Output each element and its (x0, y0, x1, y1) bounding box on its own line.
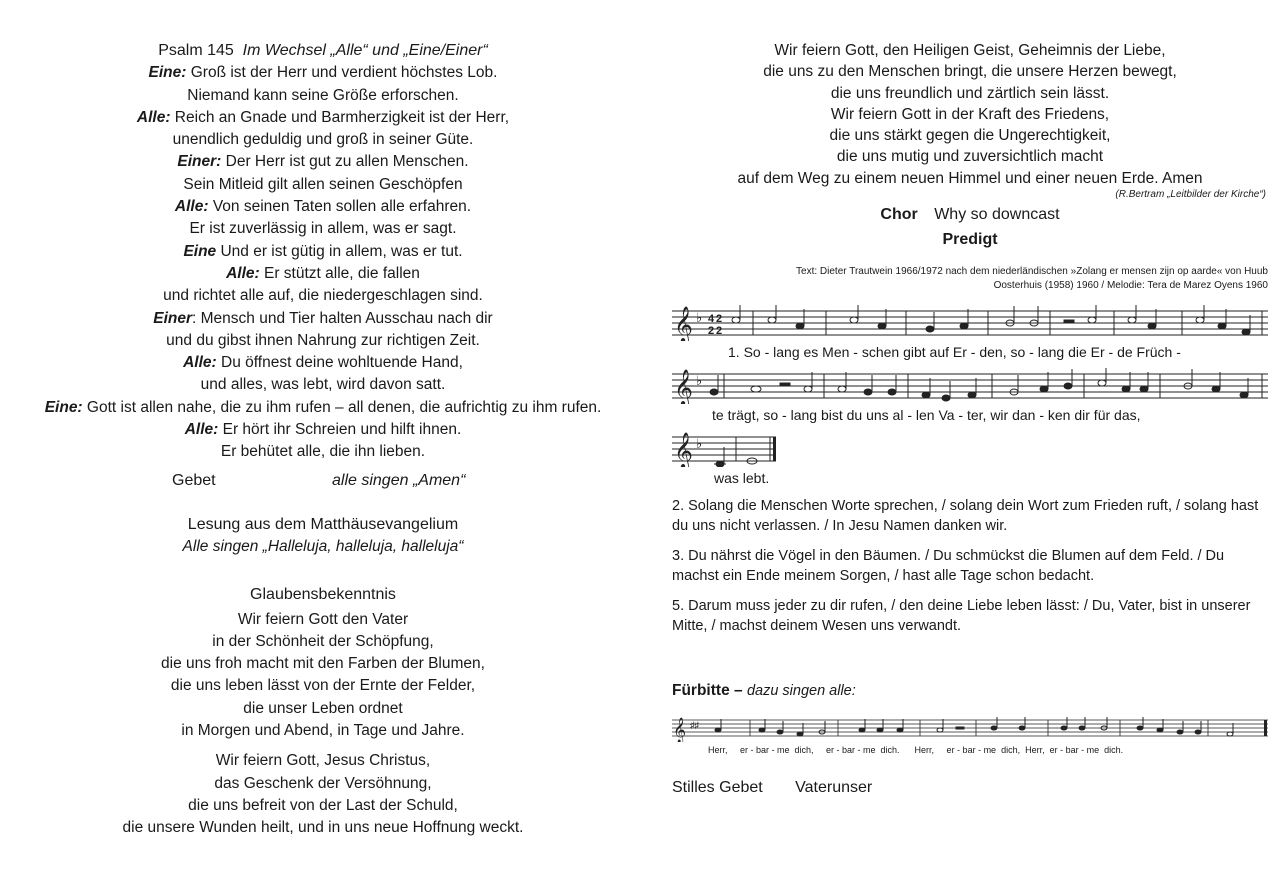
psalm-line-text: Groß ist der Herr und verdient höchstes Lob. (186, 64, 498, 82)
creed-line: Wir feiern Gott, den Heiligen Geist, Geheimnis der Liebe, (774, 42, 1166, 59)
psalm-line-text: Und er ist gütig in allem, was er tut. (216, 242, 463, 260)
psalm-line (18, 397, 628, 419)
psalm-speaker: Alle: (184, 421, 219, 439)
psalm-line-text: Sein Mitleid gilt allen seinen Geschöpfen (183, 175, 463, 193)
creed-source: (R.Bertram „Leitbilder der Kirche“) (1115, 189, 1266, 201)
psalm-speaker: Alle: (226, 264, 260, 282)
creed-line: die unser Leben ordnet (243, 699, 403, 717)
creed-line: die uns leben lässt von der Ernte der Felder, (170, 677, 476, 695)
music-staff-2 (672, 368, 1268, 423)
psalm-line (18, 241, 628, 263)
fuerbitte-heading (672, 682, 1268, 700)
psalm-line (18, 85, 628, 107)
svg-text:2: 2 (708, 325, 715, 338)
creed-line: die uns befreit von der Last der Schuld, (188, 796, 458, 814)
staff-3-notation (672, 431, 782, 467)
credits-line-2: Oosterhuis (1958) 1960 / Melodie: Tera de Marez Oyens 1960 (993, 280, 1268, 292)
creed-stanza-1 (18, 609, 628, 743)
flat-icon: ♭ (696, 373, 703, 389)
right-column (672, 40, 1268, 797)
music-staff-1 (672, 305, 1268, 360)
psalm-line-text: Der Herr ist gut zu allen Menschen. (221, 153, 469, 171)
predigt-label: Predigt (942, 231, 998, 249)
music-staff-4 (672, 716, 1268, 755)
credits-line-1: Text: Dieter Trautwein 1966/1972 nach dem niederländischen »Zolang er mensen zijn op aarde« von Huub (796, 266, 1268, 278)
vaterunser-label: Vaterunser (795, 779, 873, 797)
creed-line: Wir feiern Gott den Vater (237, 610, 409, 628)
psalm-line-text: Reich an Gnade und Barmherzigkeit ist der Herr, (170, 108, 510, 126)
psalm-line-text: und alles, was lebt, wird davon satt. (200, 376, 446, 394)
song-lyric-1: 1. So - lang es Men - schen gibt auf Er - den, so - lang die Er - de Früch - (728, 344, 1181, 361)
psalm-text (18, 62, 628, 463)
treble-clef-icon: 𝄞 (674, 431, 693, 468)
psalm-line (18, 196, 628, 218)
psalm-title: Psalm 145 (158, 42, 234, 59)
chor-row (672, 206, 1268, 224)
creed-stanza-2 (18, 750, 628, 839)
creed-line: die uns mutig und zuversichtlich macht (836, 148, 1104, 166)
psalm-line (18, 419, 628, 441)
chor-label: Chor (880, 206, 918, 224)
psalm-line (18, 107, 628, 129)
gebet-note: alle singen „Amen“ (332, 471, 466, 489)
flat-icon: ♭ (696, 436, 703, 452)
treble-clef-icon: 𝄞 (673, 718, 687, 743)
psalm-line-text: Er ist zuverlässig in allem, was er sagt. (189, 220, 457, 238)
psalm-line (18, 62, 628, 84)
psalm-line (18, 330, 628, 352)
psalm-line-text: Er hört ihr Schreien und hilft ihnen. (218, 421, 462, 439)
staff-4-notation (672, 716, 1268, 742)
psalm-line-text: : Mensch und Tier halten Ausschau nach dir (192, 309, 493, 327)
psalm-line-text: Gott ist allen nahe, die zu ihm rufen – all denen, die aufrichtig zu ihm rufen. (82, 398, 602, 416)
psalm-speaker: Eine (183, 242, 217, 260)
closing-row (672, 779, 1268, 797)
creed-line: in Morgen und Abend, in Tage und Jahre. (181, 722, 465, 740)
creed-line: die unsere Wunden heilt, und in uns neue Hoffnung weckt. (122, 819, 524, 837)
psalm-speaker: Einer (153, 309, 193, 327)
fuerbitte-note: dazu singen alle: (746, 683, 856, 700)
psalm-line-text: Du öffnest deine wohltuende Hand, (216, 354, 463, 372)
flat-icon: ♭ (696, 310, 703, 326)
psalm-line-text: Von seinen Taten sollen alle erfahren. (208, 198, 472, 216)
psalm-mode: Im Wechsel „Alle“ und „Eine/Einer“ (242, 42, 488, 59)
song-verse-2: 2. Solang die Menschen Worte sprechen, / solang dein Wort zum Frieden ruft, / solang hast du uns nicht verlassen. / In Jesu Namen danken wir. (672, 498, 1259, 535)
staff-2-notation (672, 368, 1268, 404)
stilles-gebet-label: Stilles Gebet (672, 779, 763, 797)
psalm-speaker: Eine: (148, 64, 187, 82)
glaubensbekenntnis-title: Glaubensbekenntnis (250, 586, 396, 604)
music-staff-3 (672, 431, 1268, 486)
song-lyric-3: was lebt. (714, 470, 770, 487)
creed-stanza-3 (672, 40, 1268, 189)
svg-text:2: 2 (716, 325, 723, 338)
left-column (18, 40, 628, 840)
song-lyric-2: te trägt, so - lang bist du uns al - len Va - ter, wir dan - ken dir für das, (712, 407, 1141, 424)
creed-line: auf dem Weg zu einem neuen Himmel und einer neuen Erde. Amen (737, 169, 1203, 187)
psalm-line-text: Niemand kann seine Größe erforschen. (187, 86, 459, 104)
lesung-title: Lesung aus dem Matthäusevangelium (187, 515, 459, 533)
psalm-line (18, 285, 628, 307)
psalm-line-text: und du gibst ihnen Nahrung zur richtigen Zeit. (166, 331, 480, 349)
fuerbitte-lyric: Herr, er - bar - me dich, er - bar - me dich. Herr, er - bar - me dich, Herr, er - bar - me dich. (708, 745, 1124, 756)
psalm-speaker: Alle: (174, 198, 209, 216)
creed-line: in der Schönheit der Schöpfung, (212, 632, 434, 650)
psalm-speaker: Einer: (177, 153, 222, 171)
creed-line: das Geschenk der Versöhnung, (214, 774, 432, 792)
sharp-icon: ♯♯ (690, 720, 699, 731)
psalm-line (18, 218, 628, 240)
psalm-line (18, 308, 628, 330)
creed-line: die uns freundlich und zärtlich sein lässt. (830, 84, 1110, 102)
creed-line: Wir feiern Gott in der Kraft des Friedens, (830, 105, 1110, 123)
psalm-speaker: Eine: (44, 398, 83, 416)
psalm-line (18, 352, 628, 374)
creed-line: die uns zu den Menschen bringt, die unsere Herzen bewegt, (763, 63, 1177, 81)
song-credits (672, 265, 1268, 293)
staff-1-notation (672, 305, 1268, 341)
psalm-line (18, 174, 628, 196)
fuerbitte-label: Fürbitte – (672, 682, 743, 700)
psalm-line (18, 129, 628, 151)
gebet-label: Gebet (172, 471, 216, 489)
treble-clef-icon: 𝄞 (674, 368, 693, 405)
song-verse-3: 3. Du nährst die Vögel in den Bäumen. / Du schmückst die Blumen auf dem Feld. / Du machst ein Ende meinem Sorgen, / hast alle Tage schon bedacht. (672, 548, 1225, 585)
chor-piece: Why so downcast (934, 206, 1060, 224)
lesung-note: Alle singen „Halleluja, halleluja, halleluja“ (182, 537, 464, 555)
creed-line: die uns stärkt gegen die Ungerechtigkeit, (829, 127, 1111, 145)
creed-line: Wir feiern Gott, Jesus Christus, (215, 752, 431, 770)
song-verse-5: 5. Darum muss jeder zu dir rufen, / den deine Liebe leben lässt: / Du, Vater, bist in unserer Mitte, / machst deinem Wesen uns verwandt. (672, 598, 1251, 635)
svg-text:4: 4 (708, 313, 715, 326)
psalm-line-text: und richtet alle auf, die niedergeschlagen sind. (163, 287, 483, 305)
psalm-line (18, 374, 628, 396)
psalm-line-text: unendlich geduldig und groß in seiner Güte. (172, 131, 474, 149)
svg-text:2: 2 (716, 313, 723, 326)
psalm-speaker: Alle: (183, 354, 217, 372)
psalm-line-text: Er behütet alle, die ihn lieben. (220, 443, 426, 461)
psalm-heading (18, 40, 628, 62)
psalm-line (18, 441, 628, 463)
gebet-row (18, 470, 628, 494)
psalm-line (18, 151, 628, 173)
treble-clef-icon: 𝄞 (674, 305, 693, 342)
psalm-speaker: Alle: (136, 108, 171, 126)
creed-line: die uns froh macht mit den Farben der Blumen, (161, 655, 485, 673)
psalm-line-text: Er stützt alle, die fallen (259, 264, 420, 282)
psalm-line (18, 263, 628, 285)
